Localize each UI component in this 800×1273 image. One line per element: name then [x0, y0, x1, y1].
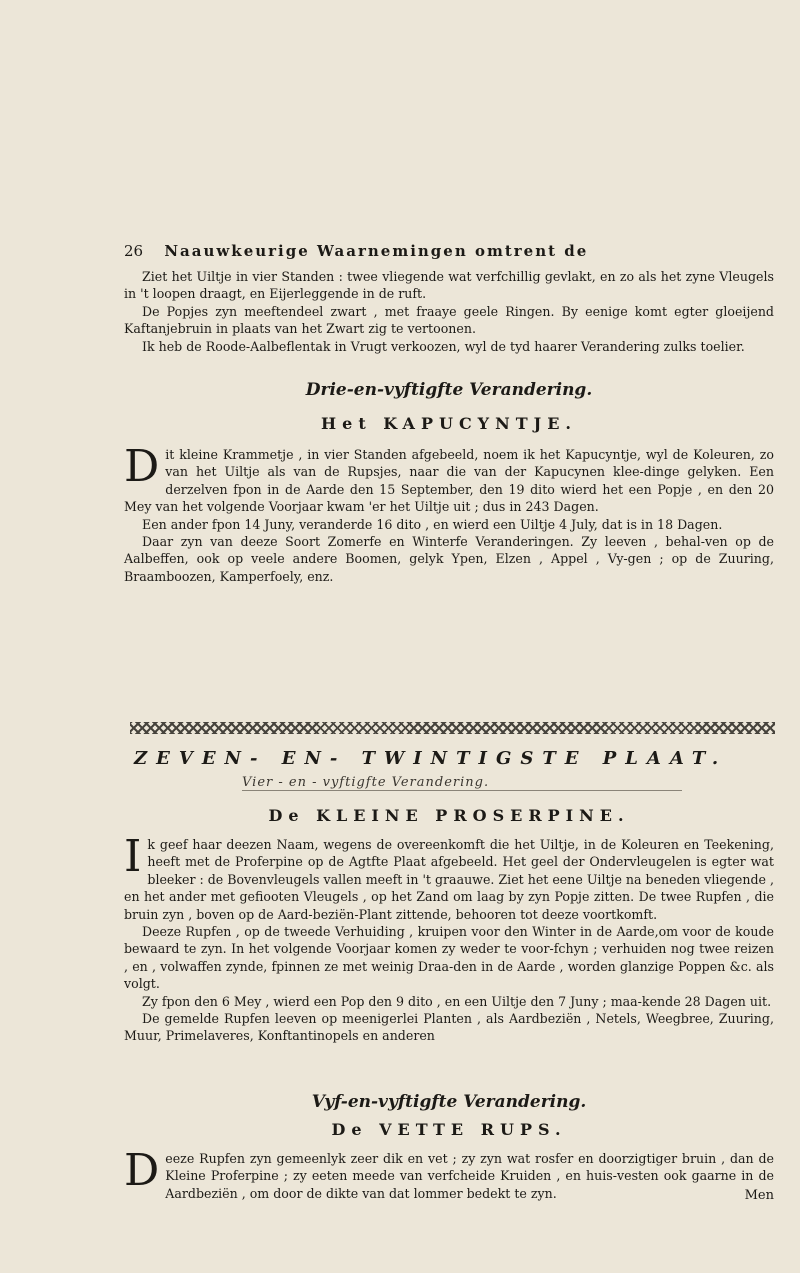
section2-paragraph: Deeze Rupfen , op de tweede Verhuiding , kruipen voor den Winter in de Aarde,om voor de koude bewaard te zyn. In het volgende Voorjaar komen zy weder te voor-fchyn ; verhuiden nog twee reizen , en , volwaffen zynde, fpinnen ze met weinig Draa-den in de Aarde , worden glanzige Poppen &c. als volgt.: [124, 924, 774, 992]
dropcap: D: [124, 1145, 160, 1196]
section3-paragraph: eeze Rupfen zyn gemeenlyk zeer dik en vet ; zy zyn wat rosfer en doorzigtiger bruin , dan de Kleine Proferpine ; zy eeten meede van verfcheide Kruiden , en huis-vesten ook gaarne in de Aardbeziën , om door de dikte van dat lommer bedekt te zyn.: [165, 1151, 774, 1201]
plate-title: ZEVEN- EN- TWINTIGSTE PLAAT.: [134, 748, 728, 769]
section2-text: [124, 831, 775, 1045]
dropcap: I: [124, 831, 142, 882]
section1-title: Het KAPUCYNTJE.: [321, 414, 577, 433]
section3-title: De VETTE RUPS.: [331, 1120, 567, 1139]
dropcap: D: [124, 441, 160, 492]
intro-text: [124, 268, 774, 355]
section1-paragraph: it kleine Krammetje , in vier Standen afgebeeld, noem ik het Kapucyntje, wyl de Koleuren, zo van het Uiltje als van de Rupsjes, naar die van der Kapucynen klee-dinge gelyken. Een derzelven fpon in de Aarde den 15 September, den 19 dito wierd het een Popje , en den 20 Mey van het volgende Voorjaar kwam 'er het Uiltje uit ; dus in 243 Dagen.: [124, 447, 774, 515]
section1-paragraph: Een ander fpon 14 Juny, veranderde 16 dito , en wierd een Uiltje 4 July, dat is in 18 Dagen.: [142, 516, 723, 532]
section1-paragraph: Daar zyn van deeze Soort Zomerfe en Winterfe Veranderingen. Zy leeven , behal-ven op de Aalbeffen, ook op veele andere Boomen, gelyk Ypen, Elzen , Appel , Vy-gen ; op de Zuuring, Braamboozen, Kamperfoely, enz.: [124, 534, 774, 584]
intro-paragraph: De Popjes zyn meeftendeel zwart , met fraaye geele Ringen. By eenige komt egter gloeijend Kaftanjebruin in plaats van het Zwart zig te vertoonen.: [124, 303, 774, 337]
section2-paragraph: De gemelde Rupfen leeven op meenigerlei Planten , als Aardbeziën , Netels, Weegbree, Zuuring, Muur, Primelaveres, Konftantinopels en anderen: [124, 1011, 774, 1044]
section1-text: [124, 441, 774, 585]
running-head: [124, 242, 784, 260]
running-title: Naauwkeurige Waarnemingen omtrent de: [164, 242, 589, 260]
section3-text: [124, 1145, 774, 1202]
ornament-rule: [130, 722, 775, 734]
handwritten-annotation: Vier - en - vyftigfte Verandering.: [242, 775, 682, 791]
section3-heading: Vyf-en-vyftigfte Verandering.: [311, 1092, 587, 1112]
page-number: 26: [124, 242, 144, 260]
section2-paragraph: Zy fpon den 6 Mey , wierd een Pop den 9 dito , en een Uiltje den 7 Juny ; maa-kende 28 Dagen uit.: [142, 993, 772, 1009]
intro-paragraph: Ik heb de Roode-Aalbeflentak in Vrugt verkoozen, wyl de tyd haarer Verandering zulks toelier.: [142, 338, 745, 354]
section1-heading: Drie-en-vyftigfte Verandering.: [305, 380, 593, 400]
catchword: Men: [744, 1188, 774, 1203]
section2-title: De KLEINE PROSERPINE.: [268, 806, 630, 825]
section2-paragraph: k geef haar deezen Naam, wegens de overeenkomft die het Uiltje, in de Koleuren en Teekening, heeft met de Proferpine op de Agtfte Plaat afgebeeld. Het geel der Ondervleugelen is egter wat bleeker : de Bovenvleugels vallen meeft in 't graauwe. Ziet het eene Uiltje na beneden vliegende , en het ander met gefiooten Vleugels , op het Zand om laag by zyn Popje zitten. De twee Rupfen , die bruin zyn , boven op de Aard-beziën-Plant zittende, behooren tot deeze voortkomft.: [124, 837, 775, 922]
intro-paragraph: Ziet het Uiltje in vier Standen : twee vliegende wat verfchillig gevlakt, en zo als het zyne Vleugels in 't loopen draagt, en Eijerleggende in de ruft.: [124, 269, 774, 302]
